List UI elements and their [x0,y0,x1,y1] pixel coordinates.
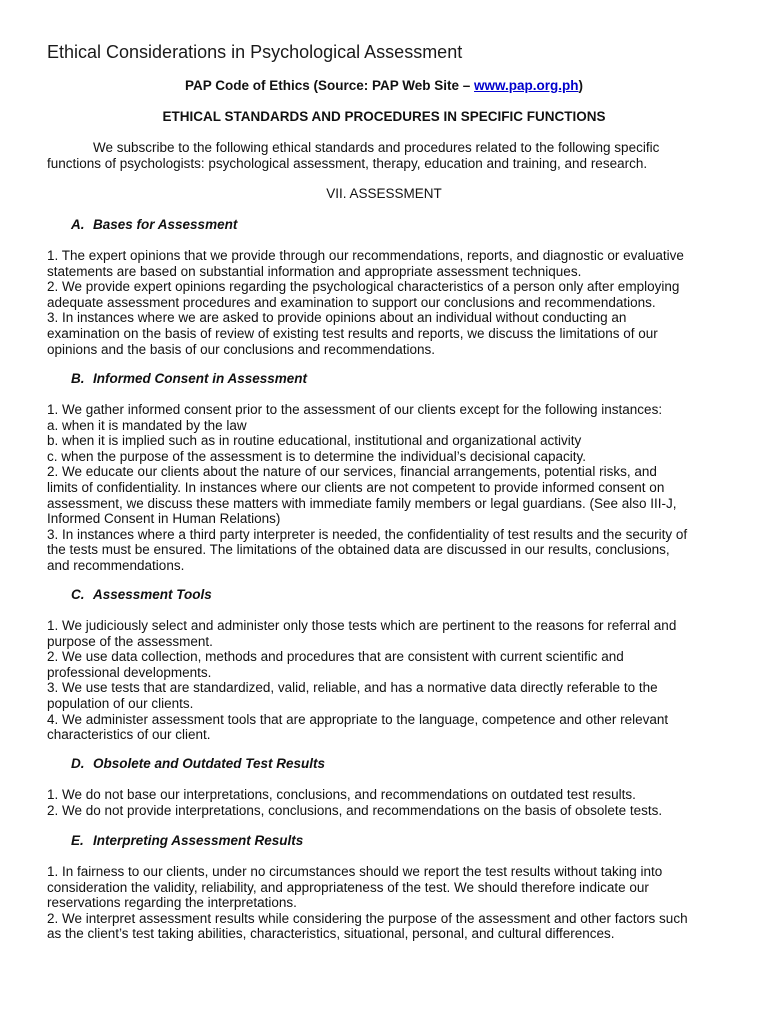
section-title: Interpreting Assessment Results [93,833,304,848]
code-of-ethics-suffix: ) [578,78,584,93]
section-title: Obsolete and Outdated Test Results [93,756,326,771]
standards-heading: ETHICAL STANDARDS AND PROCEDURES IN SPECIFIC FUNCTIONS [162,109,606,124]
section-letter: D. [71,756,85,771]
section-title: Informed Consent in Assessment [93,371,308,386]
body-line: population of our clients. [47,695,194,711]
body-line: and recommendations. [47,557,185,573]
body-line: 1. We do not base our interpretations, conclusions, and recommendations on outdated test results. [47,787,636,802]
section-letter: A. [71,217,85,232]
section-heading-d [71,756,325,771]
section-letter: E. [71,833,84,848]
intro-line: functions of psychologists: psychological assessment, therapy, education and training, and research. [47,155,648,171]
body-line: assessment, we discuss these matters with immediate family members or legal guardians. (See also III-J, [47,495,677,511]
body-line: 3. We use tests that are standardized, valid, reliable, and has a normative data directly referable to the [47,680,658,696]
body-line: opinions and the basis of our conclusions and recommendations. [47,341,435,357]
body-line: limits of confidentiality. In instances where our clients are not competent to provide informed consent on [47,479,665,495]
body-line: 3. In instances where a third party interpreter is needed, the confidentiality of test results and the security of [47,526,688,542]
pap-website-link[interactable]: www.pap.org.ph [474,78,579,93]
body-line: c. when the purpose of the assessment is to determine the individual’s decisional capacity. [47,448,587,464]
body-line: 2. We provide expert opinions regarding the psychological characteristics of a person only after employing [47,279,680,295]
section-heading-c [71,587,212,602]
section-heading-b [71,371,307,386]
body-line: 2. We educate our clients about the nature of our services, financial arrangements, potential risks, and [47,464,657,480]
body-line: characteristics of our client. [47,727,211,743]
body-line: the tests must be ensured. The limitations of the obtained data are discussed in our results, conclusions, [47,542,670,558]
body-line: 1. The expert opinions that we provide through our recommendations, reports, and diagnostic or evaluative [47,248,684,263]
body-line: b. when it is implied such as in routine educational, institutional and organizational activity [47,433,582,449]
body-line: reservations regarding the interpretations. [47,895,297,911]
section-c-body [47,618,727,743]
part-heading: VII. ASSESSMENT [326,186,442,201]
section-heading-a [71,217,237,232]
body-line: purpose of the assessment. [47,633,213,649]
code-of-ethics-line [0,78,768,93]
body-line: statements are based on substantial information and appropriate assessment techniques. [47,263,582,279]
intro-paragraph [47,140,727,171]
body-line: 1. In fairness to our clients, under no circumstances should we report the test results without taking into [47,864,663,879]
body-line: 1. We judiciously select and administer only those tests which are pertinent to the reasons for referral and [47,618,677,633]
body-line: Informed Consent in Human Relations) [47,511,281,527]
section-title: Bases for Assessment [93,217,238,232]
body-line: 2. We interpret assessment results while considering the purpose of the assessment and other factors such [47,910,688,926]
body-line: 1. We gather informed consent prior to the assessment of our clients except for the following instances: [47,402,663,417]
body-line: a. when it is mandated by the law [47,417,247,433]
section-letter: C. [71,587,85,602]
section-letter: B. [71,371,85,386]
body-line: 4. We administer assessment tools that are appropriate to the language, competence and other relevant [47,711,669,727]
body-line: professional developments. [47,664,212,680]
code-of-ethics-label: PAP Code of Ethics (Source: PAP Web Site – [184,78,475,93]
section-heading-e [71,833,303,848]
document-title: Ethical Considerations in Psychological Assessment [47,42,463,62]
section-a-body [47,248,727,357]
intro-line: We subscribe to the following ethical standards and procedures related to the following specific [93,140,660,155]
section-e-body [47,864,727,942]
body-line: adequate assessment procedures and examination to support our conclusions and recommendations. [47,294,656,310]
body-line: examination on the basis of review of existing test results and reports, we discuss the limitations of our [47,325,658,341]
section-b-body [47,402,727,574]
section-title: Assessment Tools [93,587,212,602]
body-line: 2. We use data collection, methods and procedures that are consistent with current scientific and [47,649,624,665]
body-line: 3. In instances where we are asked to provide opinions about an individual without conducting an [47,310,627,326]
section-d-body [47,787,727,818]
body-line: 2. We do not provide interpretations, conclusions, and recommendations on the basis of obsolete tests. [47,802,663,818]
body-line: as the client’s test taking abilities, characteristics, situational, personal, and cultural differences. [47,926,615,942]
body-line: consideration the validity, reliability, and appropriateness of the test. We should therefore indicate our [47,879,649,895]
